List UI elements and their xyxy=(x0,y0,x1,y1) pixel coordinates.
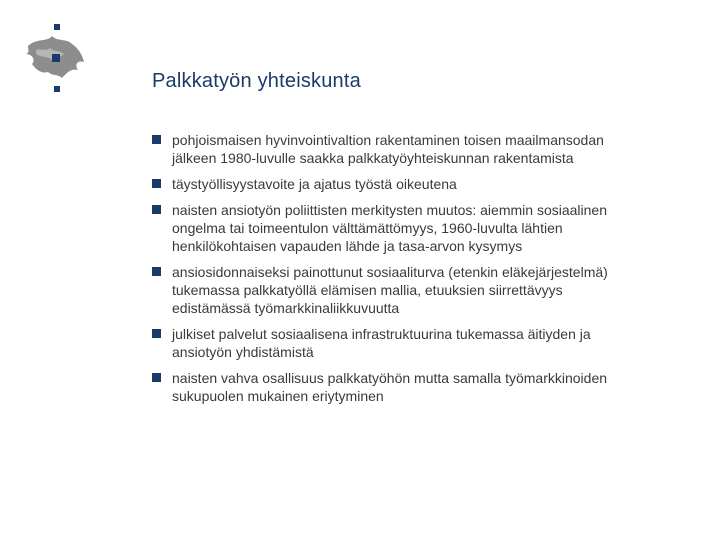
list-item-line: henkilökohtaisen vapauden lähde ja tasa-arvon kysymys xyxy=(172,238,523,254)
square-bullet-icon xyxy=(152,267,161,276)
list-item-line: julkiset palvelut sosiaalisena infrastruktuurina tukemassa äitiyden ja xyxy=(172,326,591,342)
list-item xyxy=(152,175,692,193)
square-bullet-icon xyxy=(152,205,161,214)
square-bullet-icon xyxy=(152,135,161,144)
bullet-list xyxy=(152,131,692,413)
list-item xyxy=(152,263,692,317)
list-item-line: sukupuolen mukainen eriytyminen xyxy=(172,388,384,404)
list-item xyxy=(152,201,692,255)
square-bullet-icon xyxy=(152,179,161,188)
square-bullet-icon xyxy=(152,373,161,382)
list-item-line: naisten ansiotyön poliittisten merkitysten muutos: aiemmin sosiaalinen xyxy=(172,202,607,218)
flame-logo-icon xyxy=(22,24,92,98)
list-item-line: ansiosidonnaiseksi painottunut sosiaaliturva (etenkin eläkejärjestelmä) xyxy=(172,264,608,280)
list-item-line: naisten vahva osallisuus palkkatyöhön mutta samalla työmarkkinoiden xyxy=(172,370,608,386)
list-item xyxy=(152,325,692,361)
square-bullet-icon xyxy=(152,329,161,338)
list-item-line: edistämässä työmarkkinaliikkuvuutta xyxy=(172,300,400,316)
list-item-line: pohjoismaisen hyvinvointivaltion rakentaminen toisen maailmansodan xyxy=(172,132,604,148)
list-item-line: tukemassa palkkatyöllä elämisen mallia, etuuksien siirrettävyys xyxy=(172,282,563,298)
list-item-line: jälkeen 1980-luvulle saakka palkkatyöyhteiskunnan rakentamista xyxy=(172,150,574,166)
slide-title: Palkkatyön yhteiskunta xyxy=(152,70,361,92)
list-item xyxy=(152,369,692,405)
list-item xyxy=(152,131,692,167)
list-item-line: ansiotyön yhdistämistä xyxy=(172,344,314,360)
list-item-line: täystyöllisyystavoite ja ajatus työstä oikeutena xyxy=(172,176,457,192)
list-item-line: ongelma tai toimeentulon välttämättömyys, 1960-luvulta lähtien xyxy=(172,220,563,236)
